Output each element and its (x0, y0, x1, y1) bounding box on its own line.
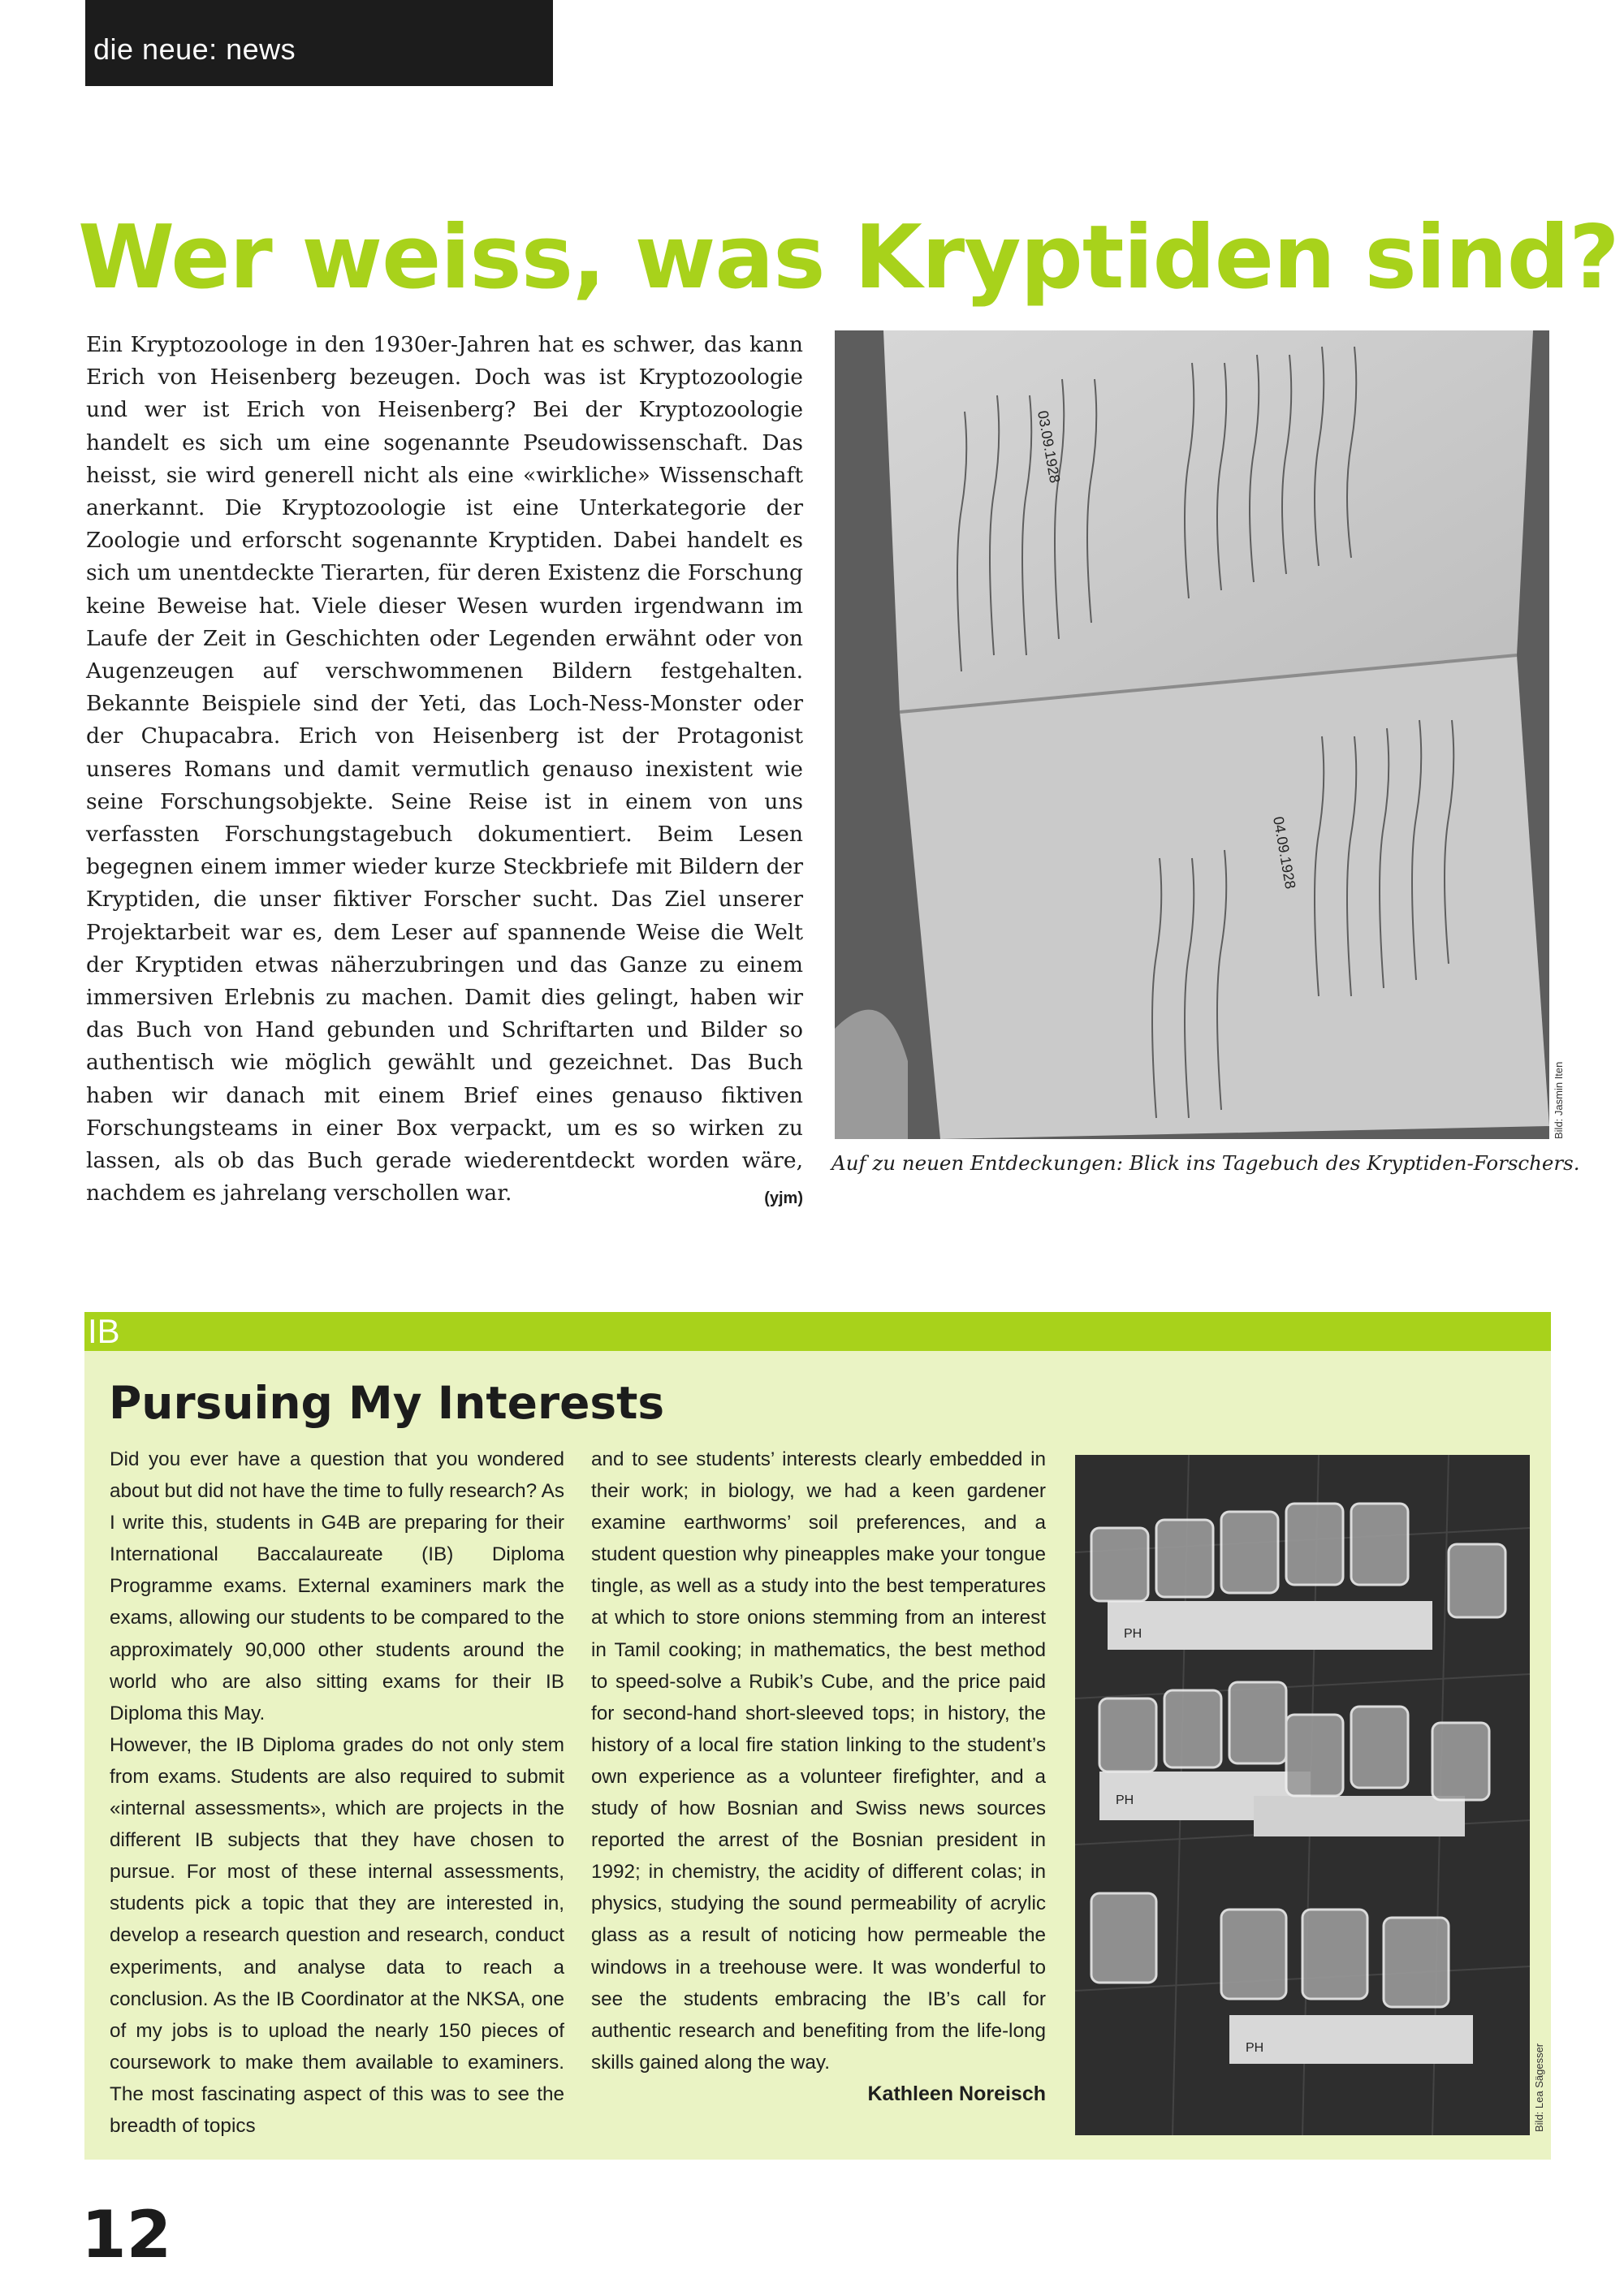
ib-section-label: IB (84, 1312, 1551, 1351)
ib-paragraph: However, the IB Diploma grades do not only stem from exams. Students are also required to submit «internal assessments», which are projects in the different IB subjects that they have chosen to pursue. For most of these internal assessments, students pick a topic that they are interested in, develop a research question and research, conduct experiments, and analyse data to reach a conclusion. As the IB Coordinator at the NKSA, one of my jobs is to upload the nearly 150 pieces of coursework to make them available to examiners. The most fascinating aspect of this was to see the breadth of topics (110, 1733, 564, 2137)
diary-photo (835, 330, 1549, 1139)
article-title: Wer weiss, was Kryptiden sind? (78, 207, 1619, 309)
diary-date-2: 04.09.1928 (1270, 815, 1299, 891)
article-body (86, 329, 803, 1215)
article-body-text: Ein Kryptozoologe in den 1930er-Jahren hat es schwer, das kann Erich von Heisenberg bezeugen. Doch was ist Kryptozoologie und wer ist Erich von Heisenberg? Bei der Kryptozoologie handelt es sich um eine sogenannte Pseudowissenschaft. Das heisst, sie wird generell nicht als eine «wirkliche» Wissenschaft anerkannt. Die Kryptozoologie ist eine Unterkategorie der Zoologie und erforscht sogenannte Kryptiden. Dabei handelt es sich um unentdeckte Tierarten, für deren Existenz die Forschung keine Beweise hat. Viele dieser Wesen wurden irgendwann im Laufe der Zeit in Geschichten oder Legenden erwähnt oder von Augenzeugen auf verschwommenen Bildern festgehalten. Bekannte Beispiele sind der Yeti, das Loch-Ness-Monster oder der Chupacabra. Erich von Heisenberg ist der Protagonist unseres Romans und damit vermutlich genauso inexistent wie seine Forschungsobjekte. Seine Reise ist in einem von uns verfassten Forschungstagebuch dokumentiert. Beim Lesen begegnen einem immer wieder kurze Steckbriefe mit Bildern der Kryptiden, die unser fiktiver Forscher sucht. Das Ziel unserer Projektarbeit war es, dem Leser auf spannende Weise die Welt der Kryptiden etwas näherzubringen und das Ganze zu einem immersiven Erlebnis zu machen. Damit dies gelingt, haben wir das Buch von Hand gebunden und Schriftarten und Bilder so authentisch wie möglich gewählt und gezeichnet. Das Buch haben wir danach mit einem Brief eines genauso fiktiven Forschungsteams in einer Box verpackt, um es so wirken zu lassen, als ob das Buch gerade wiederentdeckt worden wäre, nachdem es jahrelang verschollen war. (86, 332, 803, 1206)
diary-date-1: 03.09.1928 (1034, 409, 1064, 485)
page-number: 12 (81, 2197, 172, 2272)
author-initials: (yjm) (764, 1189, 803, 1208)
ib-title: Pursuing My Interests (109, 1377, 665, 1429)
beaker-label: PH (1116, 1793, 1134, 1807)
section-header-label: die neue: news (93, 32, 296, 66)
section-header (85, 0, 553, 86)
ib-author: Kathleen Noreisch (867, 2082, 1046, 2105)
ib-paragraph: Did you ever have a question that you wondered about but did not have the time to fully research? As I write this, students in G4B are preparing for their International Baccalaureate (IB) Diploma Programme exams. External examiners mark the exams, allowing our students to be compared to the approximately 90,000 other students around the world who are also sitting exams for their IB Diploma this May. (110, 1448, 564, 1724)
lab-photo-credit: Bild: Lea Sägesser (1533, 2043, 1545, 2132)
beaker-label: PH (1124, 1627, 1142, 1641)
lab-photo (1075, 1455, 1530, 2135)
ib-column-2 (591, 1444, 1046, 2110)
beaker-label: PH (1246, 2041, 1264, 2055)
photo-credit: Bild: Jasmin Iten (1553, 1061, 1565, 1139)
ib-paragraph: and to see students’ interests clearly embedded in their work; in biology, we had a keen gardener examine earthworms’ soil preferences, and a student question why pineapples make your tongue tingle, as well as a study into the best temperatures at which to store onions stemming from an interest in Tamil cooking; in mathematics, the best method to speed-solve a Rubik’s Cube, and the price paid for second-hand short-sleeved tops; in history, the history of a local fire station linking to the student’s own experience as a volunteer firefighter, and a study of how Bosnian and Swiss news sources reported the arrest of the Bosnian president in 1992; in chemistry, the acidity of different colas; in physics, studying the sound permeability of acrylic glass as a result of noticing how permeable the windows in a treehouse were. It was wonderful to see the students embracing the IB’s call for authentic research and benefiting from the life-long skills gained along the way. (591, 1448, 1046, 2074)
ib-column-1 (110, 1444, 564, 2142)
ib-section (84, 1312, 1551, 2160)
photo-caption: Auf zu neuen Entdeckungen: Blick ins Tagebuch des Kryptiden-Forschers. (831, 1151, 1580, 1175)
